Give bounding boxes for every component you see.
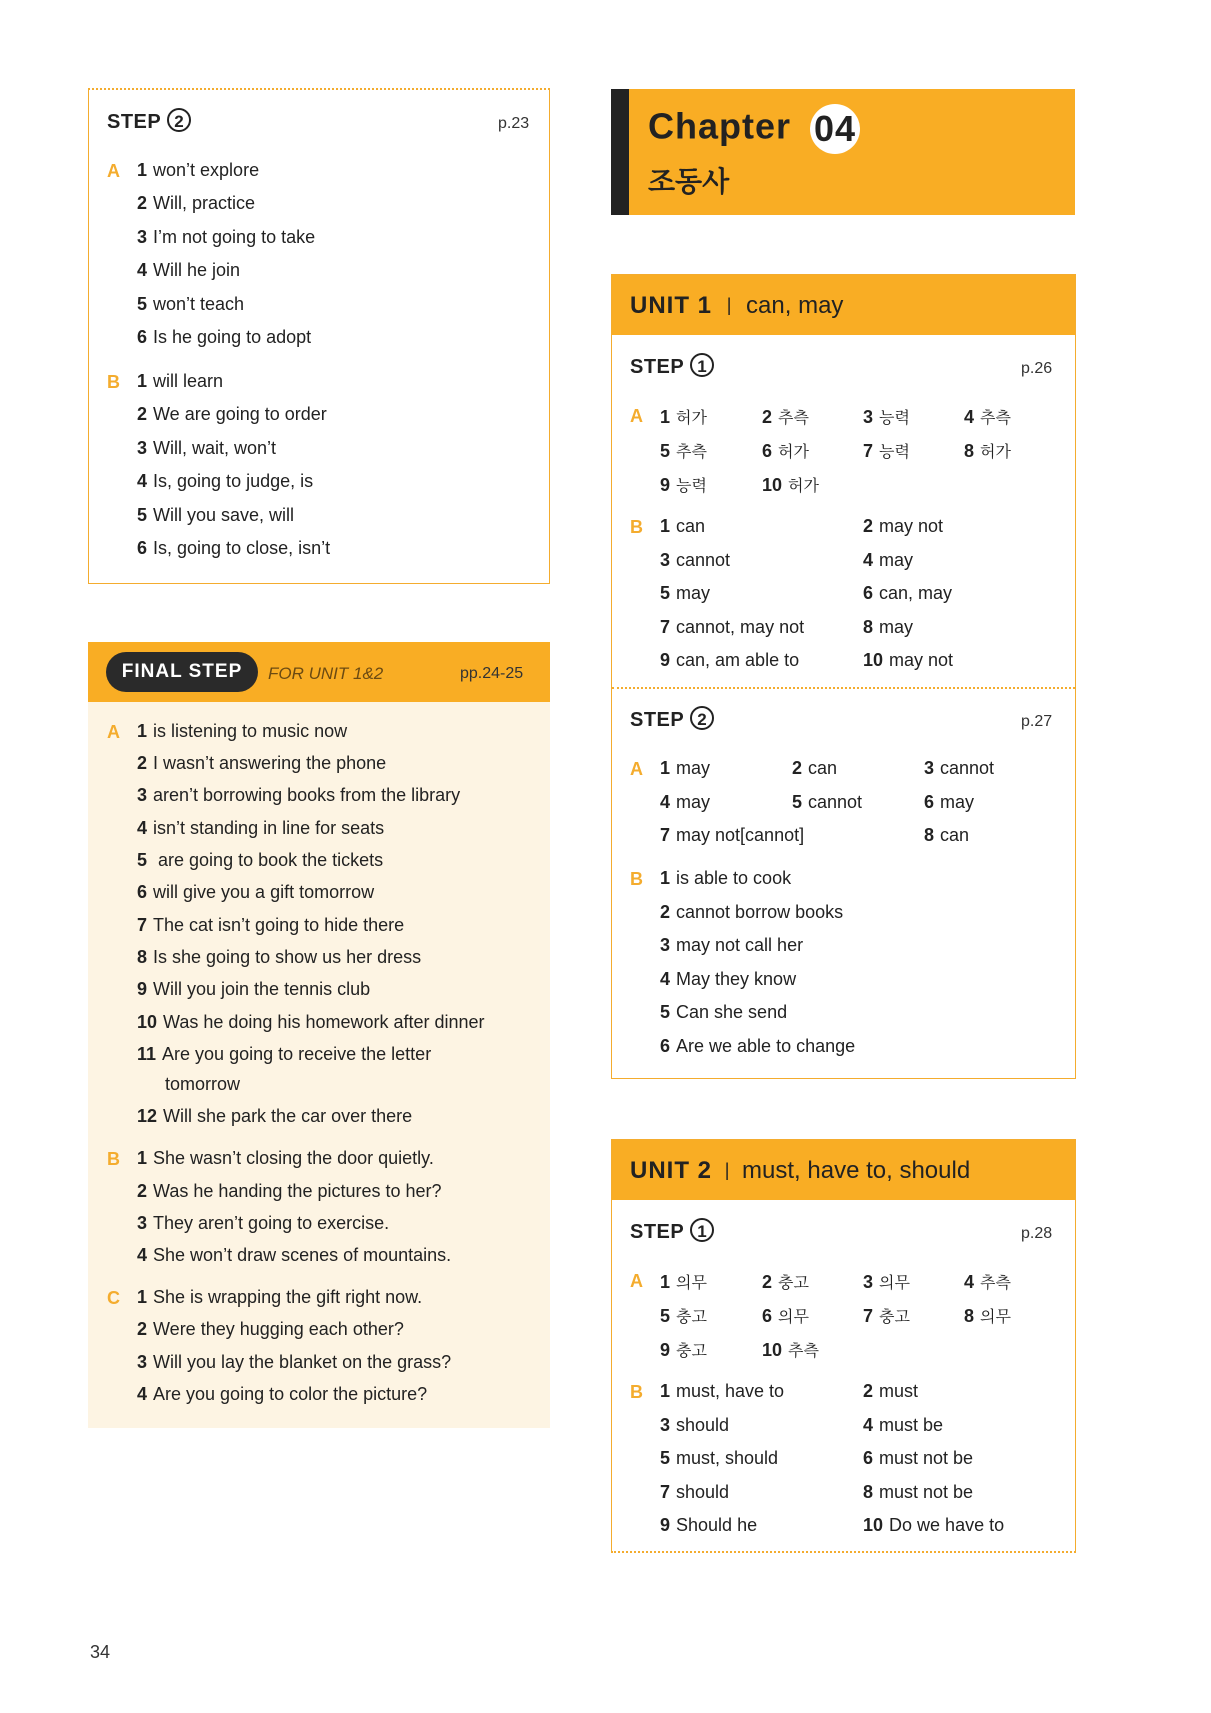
answer-item: 6 can, may	[863, 583, 953, 603]
step-number: 2	[690, 706, 714, 730]
answer-item: 6 허가	[762, 441, 809, 461]
answer-item: 10 Do we have to	[863, 1515, 1005, 1535]
final-step-pill: FINAL STEP	[106, 652, 258, 692]
answer-item: 4 may	[660, 792, 711, 812]
step-number: 2	[167, 108, 191, 132]
section-letter-a: A	[107, 722, 120, 742]
answer-item: 1 is listening to music now	[137, 721, 348, 741]
answer-item: 8 의무	[964, 1306, 1011, 1326]
answer-item: 2 can	[792, 758, 838, 778]
answer-item: 8 허가	[964, 441, 1011, 461]
left-step2-heading	[107, 108, 191, 134]
section-letter-b: B	[107, 372, 120, 392]
final-step-pages: pp.24-25	[460, 665, 524, 682]
answer-item: 9 Will you join the tennis club	[137, 979, 371, 999]
answer-item: 6 Is, going to close, isn’t	[137, 538, 331, 558]
section-letter-b: B	[630, 1382, 643, 1402]
answer-item: 6 will give you a gift tomorrow	[137, 882, 375, 902]
section-letter-a: A	[630, 1271, 643, 1291]
section-letter-a: A	[630, 759, 643, 779]
answer-item: 2 may not	[863, 516, 944, 536]
answer-item: 1 She is wrapping the gift right now.	[137, 1287, 423, 1307]
answer-item: 1 의무	[660, 1272, 707, 1292]
answer-item: 9 능력	[660, 475, 707, 495]
answer-item: 6 may	[924, 792, 975, 812]
unit-separator: |	[726, 295, 732, 315]
answer-item: 10 추측	[762, 1340, 819, 1360]
section-letter-b: B	[107, 1149, 120, 1169]
answer-item: 3 aren’t borrowing books from the library	[137, 785, 461, 805]
answer-item: 1 is able to cook	[660, 868, 792, 888]
step-label: STEP	[630, 709, 685, 731]
answer-item: 4 isn’t standing in line for seats	[137, 818, 385, 838]
answer-item: 5 must, should	[660, 1448, 779, 1468]
unit-separator: |	[724, 1160, 730, 1180]
answer-item: 3 may not call her	[660, 935, 804, 955]
answer-item: 5 may	[660, 583, 711, 603]
answer-item: 1 can	[660, 516, 706, 536]
unit2-step1-heading	[630, 1218, 714, 1244]
unit1-step1-page: p.26	[1021, 360, 1053, 377]
answer-item: 10 허가	[762, 475, 819, 495]
answer-item: 6 의무	[762, 1306, 809, 1326]
chapter-word: Chapter	[648, 105, 792, 147]
answer-item: 9 충고	[660, 1340, 707, 1360]
answer-item: 8 Is she going to show us her dress	[137, 947, 422, 967]
answer-item: 1 She wasn’t closing the door quietly.	[137, 1148, 434, 1168]
final-step-for-unit: FOR UNIT 1&2	[268, 664, 384, 683]
left-step2-page: p.23	[498, 115, 530, 132]
answer-item: 8 must not be	[863, 1482, 974, 1502]
chapter-number: 04	[810, 104, 860, 154]
answer-item: 2 Was he handing the pictures to her?	[137, 1181, 442, 1201]
answer-item: 4 Will he join	[137, 260, 241, 280]
section-letter-a: A	[107, 161, 120, 181]
step-label: STEP	[107, 111, 162, 133]
answer-item: 3 능력	[863, 407, 910, 427]
answer-item: 5 추측	[660, 441, 707, 461]
answer-item: 1 may	[660, 758, 711, 778]
answer-item: 9 Should he	[660, 1515, 758, 1535]
chapter-title	[648, 104, 860, 154]
answer-item: 7 may not[cannot]	[660, 825, 805, 845]
answer-item: 3 should	[660, 1415, 730, 1435]
answer-item: 7 충고	[863, 1306, 910, 1326]
answer-item: 4 Is, going to judge, is	[137, 471, 314, 491]
unit-label: UNIT 1	[630, 292, 713, 319]
unit2-title-line	[630, 1157, 970, 1185]
chapter-side-bar	[611, 89, 629, 215]
answer-item: 5 Will you save, will	[137, 505, 295, 525]
answer-item: 6 Is he going to adopt	[137, 327, 312, 347]
step-label: STEP	[630, 1221, 685, 1243]
answer-item: 3 They aren’t going to exercise.	[137, 1213, 390, 1233]
chapter-subtitle: 조동사	[648, 165, 730, 198]
unit1-step1-heading	[630, 353, 714, 379]
unit-label: UNIT 2	[630, 1157, 713, 1184]
answer-item: 7 능력	[863, 441, 910, 461]
answer-item: 3 Will, wait, won’t	[137, 438, 277, 458]
answer-item: 4 May they know	[660, 969, 797, 989]
unit1-step2-page: p.27	[1021, 713, 1053, 730]
answer-item: 1 will learn	[137, 371, 224, 391]
answer-item: 2 must	[863, 1381, 919, 1401]
answer-item: 6 must not be	[863, 1448, 974, 1468]
unit1-title-line	[630, 292, 843, 320]
unit1-step2-heading	[630, 706, 714, 732]
answer-item: 11 Are you going to receive the letter	[137, 1044, 432, 1064]
answer-item: 4 She won’t draw scenes of mountains.	[137, 1245, 452, 1265]
section-letter-a: A	[630, 406, 643, 426]
step-number: 1	[690, 353, 714, 377]
unit2-step1-page: p.28	[1021, 1225, 1053, 1242]
page-number: 34	[90, 1642, 111, 1662]
answer-item: 3 의무	[863, 1272, 910, 1292]
answer-item: 5 cannot	[792, 792, 863, 812]
answer-item: 4 may	[863, 550, 914, 570]
answer-item: 1 must, have to	[660, 1381, 785, 1401]
answer-item: 8 may	[863, 617, 914, 637]
answer-item: 5 Can she send	[660, 1002, 788, 1022]
answer-item: 7 The cat isn’t going to hide there	[137, 915, 405, 935]
answer-item: 2 충고	[762, 1272, 809, 1292]
answer-item: 3 cannot	[924, 758, 995, 778]
answer-item: 3 I’m not going to take	[137, 227, 316, 247]
answer-item: 2 cannot borrow books	[660, 902, 844, 922]
answer-item: 10 Was he doing his homework after dinner	[137, 1012, 485, 1032]
answer-item: 7 should	[660, 1482, 730, 1502]
answer-item: 12 Will she park the car over there	[137, 1106, 413, 1126]
answer-item: 2 Were they hugging each other?	[137, 1319, 404, 1339]
answer-item: 2 We are going to order	[137, 404, 327, 424]
answer-item: 6 Are we able to change	[660, 1036, 856, 1056]
answer-item: 2 추측	[762, 407, 809, 427]
answer-item: 5 충고	[660, 1306, 707, 1326]
answer-item: 4 must be	[863, 1415, 944, 1435]
answer-item: 9 can, am able to	[660, 650, 800, 670]
unit1-step-divider	[612, 687, 1075, 689]
section-letter-b: B	[630, 517, 643, 537]
unit1-box	[611, 274, 1076, 1079]
step-label: STEP	[630, 356, 685, 378]
answer-item: 1 허가	[660, 407, 707, 427]
answer-item: 8 can	[924, 825, 970, 845]
answer-item: 7 cannot, may not	[660, 617, 805, 637]
answer-item: 2 Will, practice	[137, 193, 256, 213]
answer-item: 1 won’t explore	[137, 160, 260, 180]
unit-title: can, may	[746, 292, 844, 319]
answer-item: 4 Are you going to color the picture?	[137, 1384, 428, 1404]
step-number: 1	[690, 1218, 714, 1242]
answer-item: 4 추측	[964, 1272, 1011, 1292]
answer-item: 5 are going to book the tickets	[137, 850, 384, 870]
answer-item: 10 may not	[863, 650, 954, 670]
unit-title: must, have to, should	[742, 1157, 971, 1184]
answer-item: 3 Will you lay the blanket on the grass?	[137, 1352, 452, 1372]
answer-item: 3 cannot	[660, 550, 731, 570]
answer-item: 2 I wasn’t answering the phone	[137, 753, 387, 773]
answer-item-continuation: tomorrow	[165, 1074, 241, 1094]
answer-item: 5 won’t teach	[137, 294, 245, 314]
section-letter-b: B	[630, 869, 643, 889]
answer-item: 4 추측	[964, 407, 1011, 427]
section-letter-c: C	[107, 1288, 120, 1308]
